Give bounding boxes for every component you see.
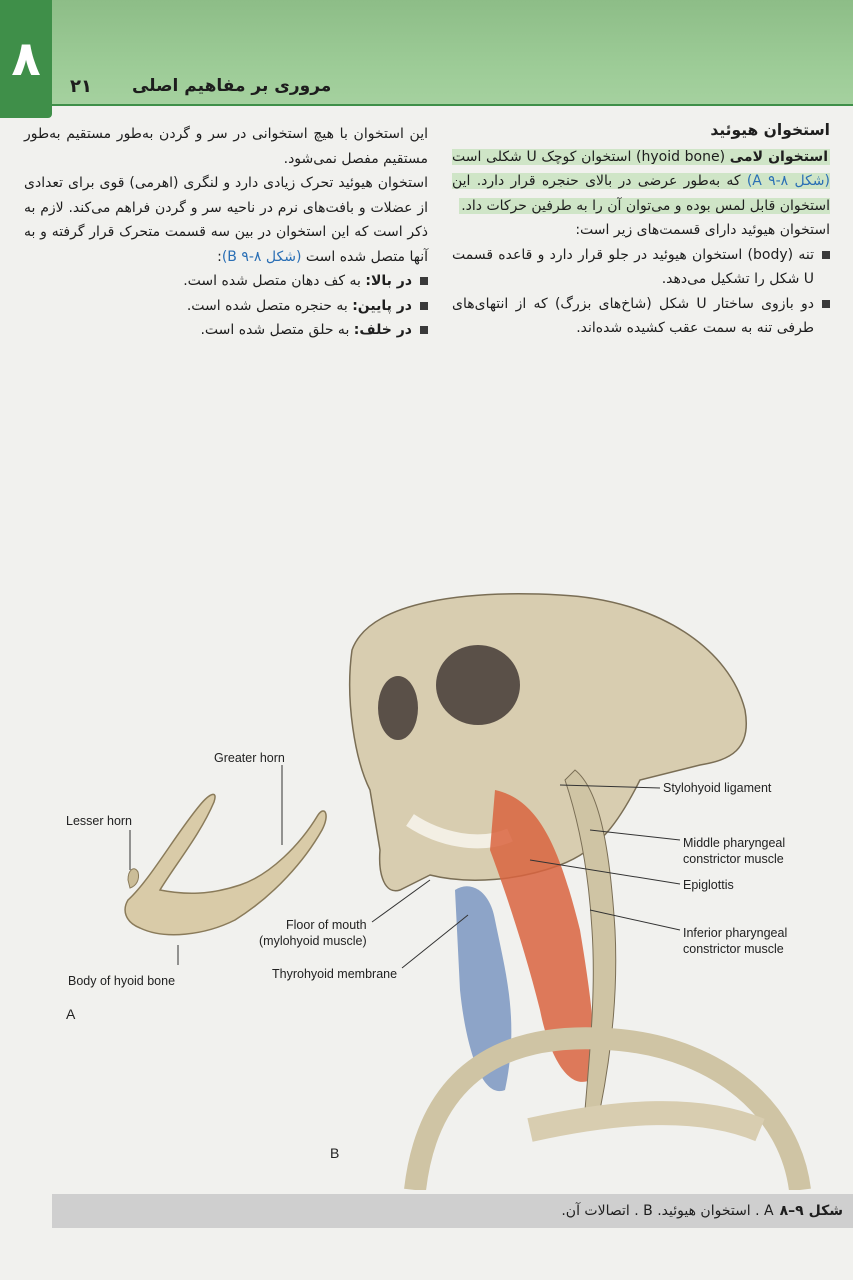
chapter-number-tab (0, 0, 52, 118)
list-item: در پایین: به حنجره متصل شده است. (24, 294, 428, 319)
bullet-square-icon (822, 300, 830, 308)
chapter-number: ۸ (11, 31, 41, 87)
figure-caption (561, 1196, 843, 1226)
paragraph-1: این استخوان با هیچ استخوانی در سر و گردن به‌طور مستقیم به‌طور مستقیم مفصل نمی‌شود. (24, 126, 428, 167)
intro-text-1: (hyoid bone) استخوان کوچک U شکلی است (452, 148, 730, 165)
paragraph-2: استخوان هیوئید تحرک زیادی دارد و لنگری (اهرمی) قوی برای تعدادی از عضلات و بافت‌های نرم در ناحیه سر و گردن فراهم می‌کند. لازم به ذکر است که این استخوان در بین سه قسمت متحرک قرار گرفته و به آنها متصل شده است (شکل B ۹-۸): (24, 175, 428, 265)
bullet-square-icon (420, 277, 428, 285)
running-header (70, 70, 331, 102)
page-number: ۲۱ (70, 75, 92, 97)
intro-term: استخوان لامی (729, 148, 828, 165)
list-item: در بالا: به کف دهان متصل شده است. (24, 269, 428, 294)
bullet-square-icon (420, 326, 428, 334)
figure-8-9 (0, 590, 853, 1190)
list-item: تنه (body) استخوان هیوئید در جلو قرار دارد و قاعده قسمت U شکل را تشکیل می‌دهد. (452, 243, 830, 292)
right-column (452, 118, 830, 341)
parts-list (452, 243, 830, 341)
list-item: دو بازوی ساختار U شکل (شاخ‌های بزرگ) که از انتهای‌های طرفی تنه به سمت عقب کشیده شده‌اند. (452, 292, 830, 341)
label-body-of-hyoid: Body of hyoid bone (68, 974, 176, 988)
intro-text-2: که به‌طور عرضی در بالای حنجره قرار دارد. این استخوان قابل لمس بوده و می‌توان آن را به طرفین حرکات داد. (452, 173, 830, 214)
attachment-list (24, 269, 428, 343)
label-inferior-pharyngeal: Inferior pharyngeal (683, 926, 788, 940)
panel-a-label: A (66, 1006, 76, 1022)
label-middle-constrictor: constrictor muscle (683, 852, 784, 866)
label-floor-of-mouth: Floor of mouth (286, 918, 367, 932)
label-lesser-horn: Lesser horn (66, 814, 133, 828)
bullet-square-icon (420, 302, 428, 310)
list-item: در خلف: به حلق متصل شده است. (24, 318, 428, 343)
left-column (24, 122, 428, 343)
figure-ref-b: (شکل B ۹-۸) (221, 248, 302, 265)
label-thyrohyoid-membrane: Thyrohyoid membrane (272, 967, 398, 981)
caption-label: شکل ۹–۸ (779, 1203, 843, 1219)
label-epiglottis: Epiglottis (683, 878, 734, 892)
label-mylohyoid: (mylohyoid muscle) (259, 934, 367, 948)
bullet-square-icon (822, 251, 830, 259)
section-title: استخوان هیوئید (710, 121, 830, 139)
label-middle-pharyngeal: Middle pharyngeal (683, 836, 786, 850)
header-divider (52, 104, 853, 106)
parts-intro: استخوان هیوئید دارای قسمت‌های زیر است: (575, 222, 830, 238)
label-inferior-constrictor: constrictor muscle (683, 942, 784, 956)
label-stylohyoid-ligament: Stylohyoid ligament (663, 781, 772, 795)
label-greater-horn: Greater horn (214, 751, 285, 765)
caption-text: A . استخوان هیوئید. B . اتصالات آن. (561, 1203, 774, 1219)
chapter-title: مروری بر مفاهیم اصلی (131, 76, 332, 96)
hyoid-bone-drawing (125, 794, 326, 934)
figure-ref-a: (شکل A ۹-۸) (746, 173, 831, 189)
panel-b-label: B (330, 1145, 340, 1161)
intro-paragraph (452, 145, 830, 219)
